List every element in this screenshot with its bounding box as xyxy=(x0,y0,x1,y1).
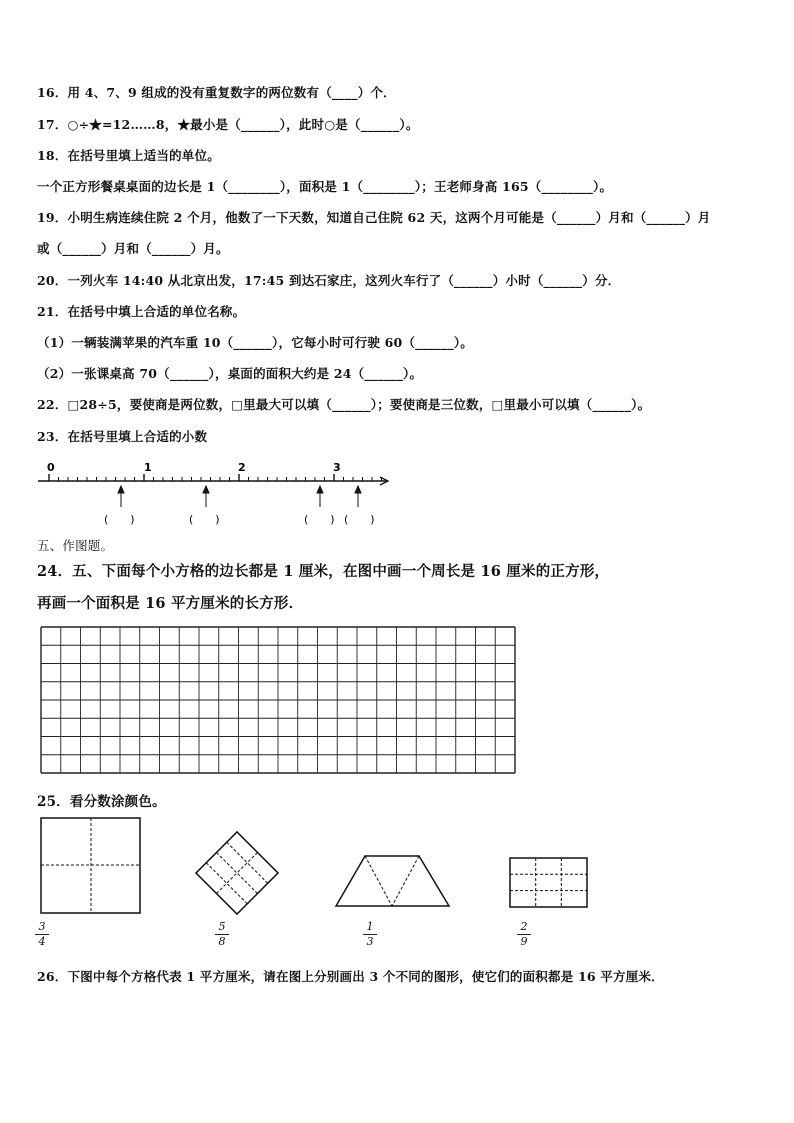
question-18-line: 一个正方形餐桌桌面的边长是 1（________），面积是 1（________）；王老师身高 165（________）。 xyxy=(37,179,613,194)
question-19-line2: 或（______）月和（______）月。 xyxy=(37,241,229,256)
question-26: 26．下图中每个方格代表 1 平方厘米，请在图上分别画出 3 个不同的图形，使它们的面积都是 16 平方厘米． xyxy=(37,969,664,984)
question-20: 20．一列火车 14:40 从北京出发，17:45 到达石家庄，这列火车行了（______）小时（______）分． xyxy=(37,273,621,288)
square-fourths-figure[interactable] xyxy=(40,817,142,914)
blank-3[interactable]: ( ) xyxy=(304,513,335,526)
blank-4[interactable]: ( ) xyxy=(344,513,375,526)
question-22: 22．□28÷5，要使商是两位数，□里最大可以填（______）；要使商是三位数，□里最小可以填（______）。 xyxy=(37,397,651,412)
fraction-2-denominator: 8 xyxy=(218,935,226,948)
rectangle-ninths-figure[interactable] xyxy=(509,857,589,909)
fraction-three-fourths xyxy=(35,920,49,949)
arrow-3-head xyxy=(317,486,323,493)
question-16: 16．用 4、7、9 组成的没有重复数字的两位数有（____）个． xyxy=(37,85,396,100)
arrow-1-head xyxy=(118,486,124,493)
diamond-eighths-figure[interactable] xyxy=(192,828,282,918)
question-21-2: （2）一张课桌高 70（______），桌面的面积大约是 24（______）。 xyxy=(37,366,423,381)
question-21-1: （1）一辆装满苹果的汽车重 10（______），它每小时可行驶 60（______）。 xyxy=(37,335,473,350)
fraction-two-ninths xyxy=(517,920,531,949)
arrow-4-head xyxy=(355,486,361,493)
question-19-line1: 19．小明生病连续住院 2 个月，他数了一下天数，知道自己住院 62 天，这两个月可能是（______）月和（______）月 xyxy=(37,210,711,225)
question-18: 18．在括号里填上适当的单位。 xyxy=(37,148,220,163)
fraction-1-numerator: 3 xyxy=(35,920,49,935)
question-21: 21．在括号中填上合适的单位名称。 xyxy=(37,304,246,319)
drawing-grid[interactable] xyxy=(40,626,516,774)
question-24-line1: 24．五、下面每个小方格的边长都是 1 厘米，在图中画一个周长是 16 厘米的正方形， xyxy=(37,563,610,580)
fraction-2-numerator: 5 xyxy=(215,920,229,935)
number-line-label-3: 3 xyxy=(333,461,341,474)
fraction-1-denominator: 4 xyxy=(38,935,46,948)
blank-1[interactable]: ( ) xyxy=(104,513,135,526)
arrow-2-head xyxy=(203,486,209,493)
number-line-label-1: 1 xyxy=(144,461,152,474)
blank-2[interactable]: ( ) xyxy=(189,513,220,526)
trapezoid-thirds-figure[interactable] xyxy=(335,855,451,909)
number-line-label-0: 0 xyxy=(47,461,55,474)
fraction-3-denominator: 3 xyxy=(366,935,374,948)
number-line-ticks xyxy=(49,474,382,481)
fraction-five-eighths xyxy=(215,920,229,949)
question-17: 17．○÷★=12……8，★最小是（______），此时○是（______）。 xyxy=(37,117,419,132)
section-5-heading: 五、作图题。 xyxy=(37,538,114,553)
question-25: 25．看分数涂颜色。 xyxy=(37,794,166,810)
number-line-label-2: 2 xyxy=(238,461,246,474)
fraction-one-third xyxy=(363,920,377,949)
number-line xyxy=(0,455,400,530)
fraction-4-denominator: 9 xyxy=(520,935,528,948)
fraction-3-numerator: 1 xyxy=(363,920,377,935)
question-24-line2: 再画一个面积是 16 平方厘米的长方形． xyxy=(37,595,304,612)
fraction-4-numerator: 2 xyxy=(517,920,531,935)
question-23: 23．在括号里填上合适的小数 xyxy=(37,429,208,444)
